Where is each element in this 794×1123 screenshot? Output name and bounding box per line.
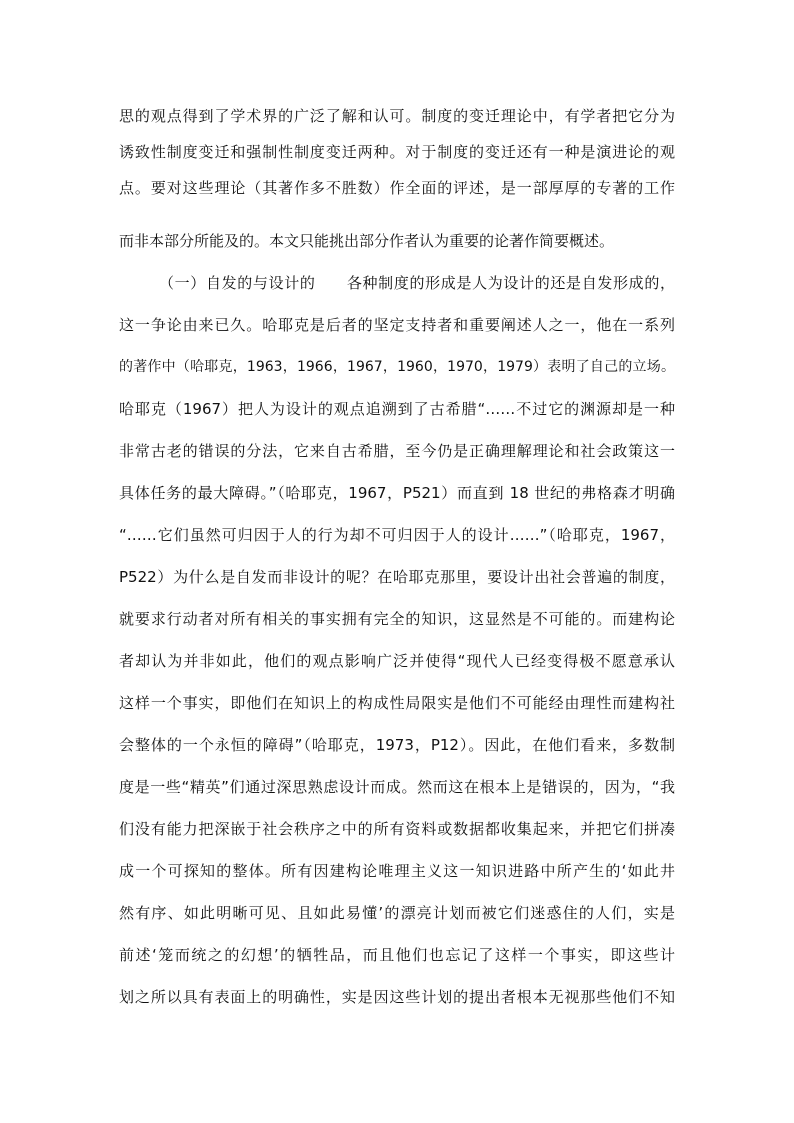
- text-line-1: 思的观点得到了学术界的广泛了解和认可。制度的变迁理论中，有学者把它分为: [119, 107, 675, 125]
- text-line-14: 者却认为并非如此，他们的观点影响广泛并使得“现代人已经变得极不愿意承认: [119, 652, 675, 670]
- text-line-21: 前述‘笼而统之的幻想’的牺牲品，而且他们也忘记了这样一个事实，即这些计: [119, 946, 675, 964]
- text-line-11: “……它们虽然可归因于人的行为却不可归因于人的设计……”（哈耶克，1967，: [119, 526, 675, 544]
- text-line-18: 们没有能力把深嵌于社会秩序之中的所有资料或数据都收集起来，并把它们拼凑: [119, 820, 675, 838]
- text-line-20: 然有序、如此明晰可见、且如此易懂’的漂亮计划而被它们迷惑住的人们，实是: [119, 904, 675, 922]
- text-line-7: 的著作中（哈耶克，1963，1966，1967，1960，1970，1979）表明了自己的立场。: [119, 359, 675, 375]
- text-line-3: 点。要对这些理论（其著作多不胜数）作全面的评述，是一部厚厚的专著的工作: [119, 179, 675, 197]
- text-line-12: P522）为什么是自发而非设计的呢？在哈耶克那里，要设计出社会普遍的制度，: [119, 568, 675, 586]
- text-line-8: 哈耶克（1967）把人为设计的观点追溯到了古希腊“……不过它的渊源却是一种: [119, 400, 675, 418]
- text-line-5: （一）自发的与设计的 各种制度的形成是人为设计的还是自发形成的，: [159, 274, 675, 292]
- text-line-15: 这样一个事实，即他们在知识上的构成性局限实是他们不可能经由理性而建构社: [119, 694, 675, 712]
- text-line-10: 具体任务的最大障碍。”（哈耶克，1967，P521）而直到 18 世纪的弗格森才明确: [119, 484, 675, 502]
- text-line-17: 度是一些“精英”们通过深思熟虑设计而成。然而这在根本上是错误的，因为，“我: [119, 778, 675, 796]
- text-line-13: 就要求行动者对所有相关的事实拥有完全的知识，这显然是不可能的。而建构论: [119, 610, 675, 628]
- text-line-16: 会整体的一个永恒的障碍”（哈耶克，1973，P12）。因此，在他们看来，多数制: [119, 736, 675, 754]
- text-line-19: 成一个可探知的整体。所有因建构论唯理主义这一知识进路中所产生的‘如此井: [119, 862, 675, 880]
- text-line-22: 划之所以具有表面上的明确性，实是因这些计划的提出者根本无视那些他们不知: [119, 988, 675, 1006]
- text-line-9: 非常古老的错误的分法，它来自古希腊，至今仍是正确理解理论和社会政策这一: [119, 442, 675, 460]
- text-line-2: 诱致性制度变迁和强制性制度变迁两种。对于制度的变迁还有一种是演进论的观: [119, 143, 675, 161]
- text-line-6: 这一争论由来已久。哈耶克是后者的坚定支持者和重要阐述人之一，他在一系列: [119, 316, 675, 334]
- text-line-4: 而非本部分所能及的。本文只能挑出部分作者认为重要的论著作简要概述。: [119, 232, 615, 250]
